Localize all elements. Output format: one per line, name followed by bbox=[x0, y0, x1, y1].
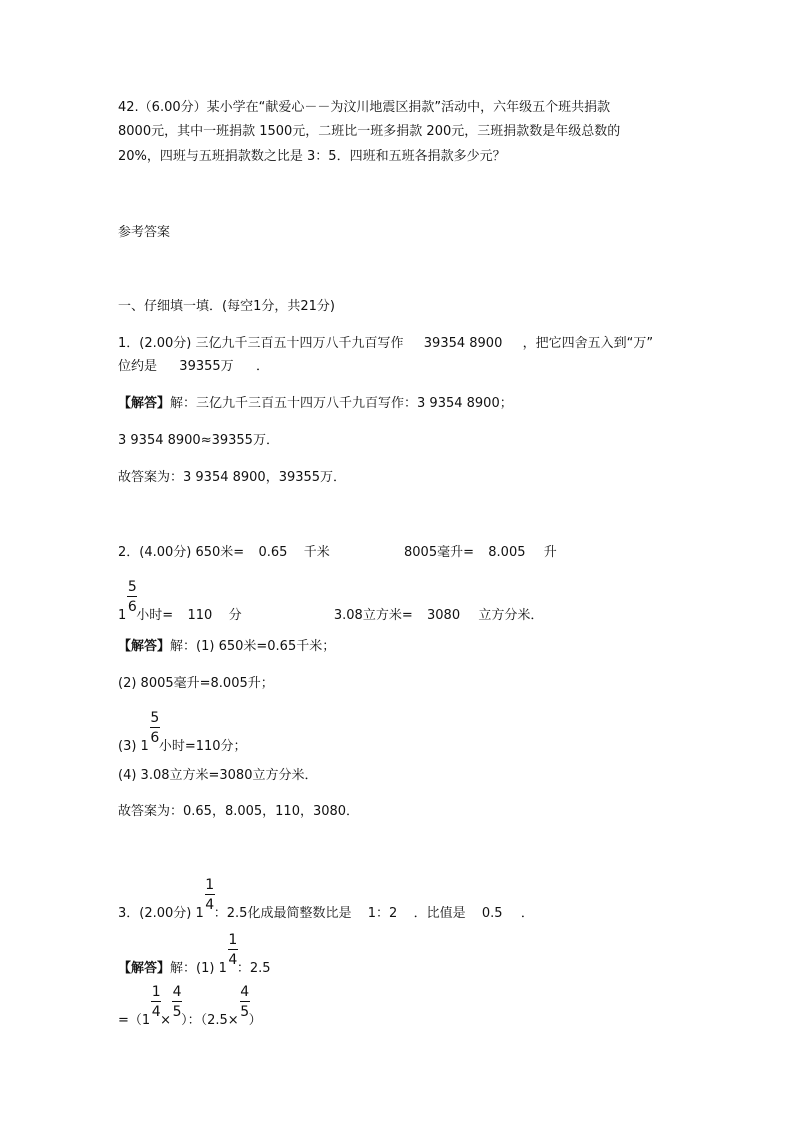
q3-solution-line-2 bbox=[118, 984, 262, 1030]
q2-fraction-denominator: 6 bbox=[127, 599, 137, 615]
q3-solution-line-1 bbox=[118, 932, 271, 978]
q2-solution-fraction bbox=[149, 710, 160, 750]
q3-solution-2-end: ） bbox=[248, 1013, 262, 1028]
q2-solution-line-1 bbox=[118, 638, 335, 656]
q2-fraction-numerator: 5 bbox=[127, 579, 137, 595]
q3-solution-2-prefix: =（1 bbox=[118, 1013, 151, 1028]
q1-solution-line-1: 解：三亿九千三百五十四万八千九百写作：3 9354 8900； bbox=[170, 396, 513, 411]
q1-line-2 bbox=[118, 358, 269, 376]
q3-answer-2: 0.5 bbox=[481, 906, 503, 921]
q1-line-1 bbox=[118, 335, 653, 353]
q2-unit-2: 升 bbox=[543, 545, 557, 560]
section-1-title: 一、仔细填一填．(每空1分，共21分) bbox=[118, 299, 335, 314]
q3-solution-2-fraction-a-numerator: 1 bbox=[151, 984, 161, 1000]
q2-solution-line-3 bbox=[118, 710, 247, 756]
q2-prompt-3: 小时= bbox=[136, 608, 174, 623]
q3-solution-fraction bbox=[227, 932, 238, 972]
q42-line-1: 42.（6.00分）某小学在“献爱心－－为汶川地震区捐款”活动中，六年级五个班共捐款 bbox=[118, 100, 611, 115]
q2-solution-3-prefix: (3) 1 bbox=[118, 739, 149, 754]
q2-prompt-2: 8005毫升= bbox=[404, 545, 474, 560]
q2-solution-line-2: (2) 8005毫升=8.005升； bbox=[118, 676, 274, 691]
q3-solution-2-fraction-c bbox=[239, 984, 250, 1024]
q3-prompt-mid: ：2.5化成最简整数比是 bbox=[213, 906, 352, 921]
fraction-bar bbox=[205, 894, 215, 895]
q42-line-2: 8000元，其中一班捐款 1500元，二班比一班多捐款 200元，三班捐款数是年级总数的 bbox=[118, 124, 621, 139]
q3-solution-2-fraction-a bbox=[150, 984, 161, 1024]
q1-answer-2: 39355万 bbox=[179, 359, 234, 374]
solution-label: 【解答】 bbox=[118, 961, 171, 976]
solution-label: 【解答】 bbox=[118, 639, 171, 654]
q2-solution-3-suffix: 小时=110分； bbox=[158, 739, 247, 754]
q2-mixed-whole: 1 bbox=[118, 608, 127, 623]
fraction-bar bbox=[150, 727, 160, 728]
q3-answer-1: 1：2 bbox=[367, 906, 398, 921]
q2-solution-1: 解：(1) 650米=0.65千米； bbox=[170, 639, 336, 654]
q2-fraction bbox=[126, 579, 137, 619]
q2-line-2 bbox=[118, 579, 544, 625]
q3-solution-2-fraction-b-numerator: 4 bbox=[172, 984, 182, 1000]
q3-solution-2-fraction-b-denominator: 5 bbox=[172, 1004, 182, 1020]
q3-line-1 bbox=[118, 877, 534, 923]
q3-fraction-numerator: 1 bbox=[205, 877, 215, 893]
q2-answer-4: 3080 bbox=[427, 608, 461, 623]
q3-solution-2-mid: ）：（2.5× bbox=[181, 1013, 239, 1028]
q3-fraction-denominator: 4 bbox=[205, 897, 215, 913]
q1-solution-line-2: 3 9354 8900≈39355万． bbox=[118, 433, 279, 448]
q1-solution bbox=[118, 395, 513, 413]
q3-solution-2-fraction-c-denominator: 5 bbox=[240, 1004, 250, 1020]
q2-answer-2: 8.005 bbox=[488, 545, 526, 560]
fraction-bar bbox=[127, 596, 137, 597]
q3-prompt-end: ． bbox=[520, 906, 534, 921]
q3-prompt-prefix: 3．(2.00分) 1 bbox=[118, 906, 204, 921]
fraction-bar bbox=[172, 1001, 182, 1002]
q2-solution-line-4: (4) 3.08立方米=3080立方分米． bbox=[118, 768, 318, 783]
reference-answer-title: 参考答案 bbox=[118, 225, 171, 240]
q3-solution-fraction-numerator: 1 bbox=[228, 932, 238, 948]
q1-final-answer: 故答案为：3 9354 8900，39355万． bbox=[118, 470, 347, 485]
q3-solution-2-fraction-b bbox=[171, 984, 182, 1024]
q1-line-2-suffix: ． bbox=[255, 359, 269, 374]
q2-prompt-4: 3.08立方米= bbox=[333, 608, 413, 623]
q3-solution-2-fraction-a-denominator: 4 bbox=[151, 1004, 161, 1020]
q2-final-answer: 故答案为：0.65，8.005，110，3080． bbox=[118, 804, 360, 819]
q3-solution-2-times: × bbox=[160, 1013, 172, 1028]
q2-solution-fraction-numerator: 5 bbox=[150, 710, 160, 726]
q2-answer-3: 110 bbox=[187, 608, 213, 623]
q2-solution-fraction-denominator: 6 bbox=[150, 730, 160, 746]
solution-label: 【解答】 bbox=[118, 396, 171, 411]
q3-fraction bbox=[204, 877, 215, 917]
q3-solution-2-fraction-c-numerator: 4 bbox=[240, 984, 250, 1000]
q3-solution-fraction-denominator: 4 bbox=[228, 952, 238, 968]
q3-solution-1-suffix: ：2.5 bbox=[236, 961, 271, 976]
fraction-bar bbox=[151, 1001, 161, 1002]
fraction-bar bbox=[228, 949, 238, 950]
q42-line-3: 20%，四班与五班捐款数之比是 3：5．四班和五班各捐款多少元？ bbox=[118, 149, 506, 164]
q1-prompt-suffix: ，把它四舍五入到“万” bbox=[522, 336, 654, 351]
fraction-bar bbox=[240, 1001, 250, 1002]
q2-line-1 bbox=[118, 544, 557, 562]
q3-solution-1-prefix: 解：(1) 1 bbox=[170, 961, 227, 976]
q2-unit-3: 分 bbox=[228, 608, 242, 623]
q1-prompt: 1．(2.00分) 三亿九千三百五十四万八千九百写作 bbox=[118, 336, 404, 351]
q2-unit-4: 立方分米． bbox=[478, 608, 544, 623]
q3-prompt-mid-2: ．比值是 bbox=[413, 906, 466, 921]
q2-unit-1: 千米 bbox=[303, 545, 330, 560]
q1-answer-1: 39354 8900 bbox=[423, 336, 503, 351]
q2-answer-1: 0.65 bbox=[258, 545, 288, 560]
q1-line-2-prefix: 位约是 bbox=[118, 359, 158, 374]
q2-prompt-1: 2．(4.00分) 650米= bbox=[118, 545, 245, 560]
